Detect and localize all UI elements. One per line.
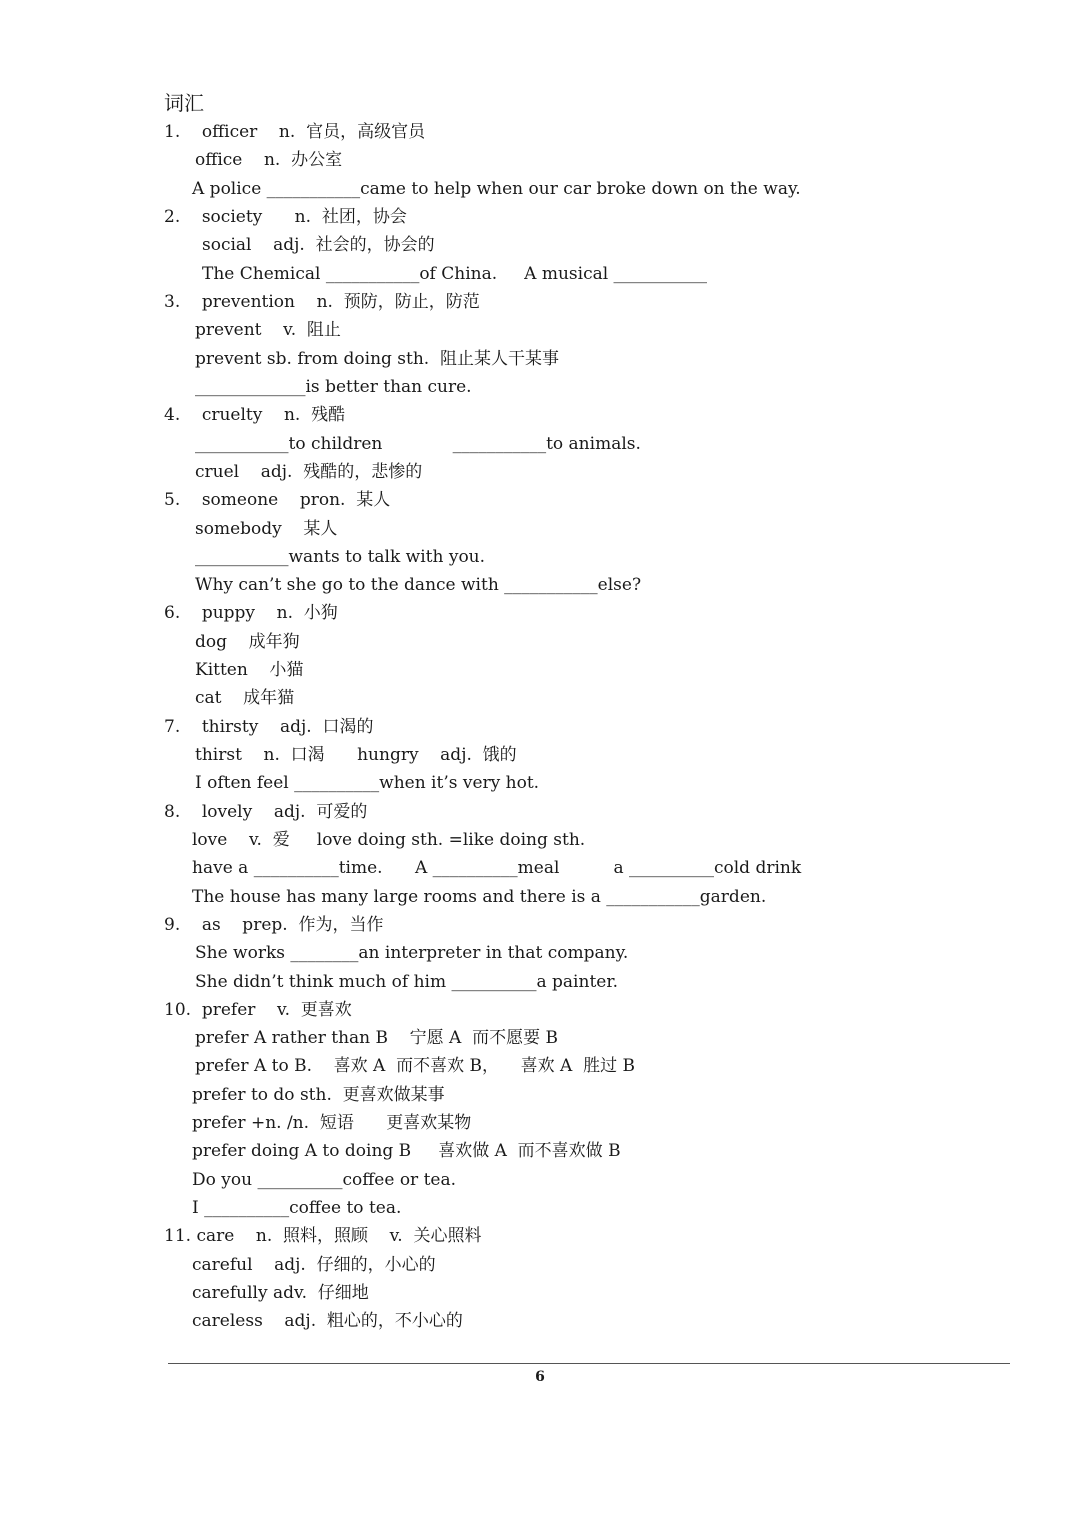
entry-line: prefer to do sth. 更喜欢做某事 [192,1085,445,1105]
entry-line: 8. lovely adj. 可爱的 [164,802,368,822]
entry-line: prevent v. 阻止 [195,320,341,340]
example-line: She didn’t think much of him __________a painter. [195,972,618,992]
entry-line: cat 成年猫 [195,688,295,708]
entry-line: love v. 爱 love doing sth. =like doing sth. [192,830,586,850]
entry-line: 4. cruelty n. 残酷 [164,405,346,425]
entry-line: prefer +n. /n. 短语 更喜欢某物 [192,1113,472,1133]
entry-line: cruel adj. 残酷的，悲惨的 [195,462,423,482]
entry-line: 5. someone pron. 某人 [164,490,391,510]
entry-line: 11. care n. 照料，照顾 v. 关心照料 [164,1226,482,1246]
entry-line: office n. 办公室 [195,150,343,170]
example-line: I __________coffee to tea. [192,1198,402,1218]
entry-line: 9. as prep. 作为，当作 [164,915,384,935]
entry-line: 3. prevention n. 预防，防止，防范 [164,292,480,312]
entry-line: social adj. 社会的，协会的 [202,235,435,255]
entry-line: 10. prefer v. 更喜欢 [164,1000,352,1020]
entry-line: careless adj. 粗心的，不小心的 [192,1311,463,1331]
entry-line: thirst n. 口渴 hungry adj. 饿的 [195,745,517,765]
entry-line: somebody 某人 [195,519,338,539]
entry-line: prevent sb. from doing sth. 阻止某人干某事 [195,349,560,369]
entry-line: 1. officer n. 官员，高级官员 [164,122,426,142]
footer-divider [168,1363,1010,1364]
example-line: The house has many large rooms and there is a ___________garden. [192,887,767,907]
entry-line: 2. society n. 社团，协会 [164,207,407,227]
example-line: _____________is better than cure. [195,377,472,397]
example-line: I often feel __________when it’s very hot. [195,773,540,793]
example-line: She works ________an interpreter in that company. [195,943,629,963]
entry-line: prefer doing A to doing B 喜欢做 A 而不喜欢做 B [192,1141,621,1161]
entry-line: careful adj. 仔细的，小心的 [192,1255,436,1275]
example-line: have a __________time. A __________meal a __________cold drink [192,858,802,878]
entry-line: 7. thirsty adj. 口渴的 [164,717,374,737]
example-line: ___________wants to talk with you. [195,547,486,567]
page-number: 6 [535,1369,545,1385]
entry-line: carefully adv. 仔细地 [192,1283,369,1303]
section-title: 词汇 [164,91,204,115]
example-line: Do you __________coffee or tea. [192,1170,457,1190]
entry-line: 6. puppy n. 小狗 [164,603,338,623]
entry-line: Kitten 小猫 [195,660,304,680]
example-line: The Chemical ___________of China. A musical ___________ [202,264,708,284]
example-line: Why can’t she go to the dance with ___________else? [195,575,642,595]
example-line: ___________to children ___________to animals. [195,434,641,454]
entry-line: dog 成年狗 [195,632,300,652]
example-line: A police ___________came to help when our car broke down on the way. [192,179,801,199]
entry-line: prefer A rather than B 宁愿 A 而不愿要 B [195,1028,559,1048]
entry-line: prefer A to B. 喜欢 A 而不喜欢 B， 喜欢 A 胜过 B [195,1056,635,1076]
